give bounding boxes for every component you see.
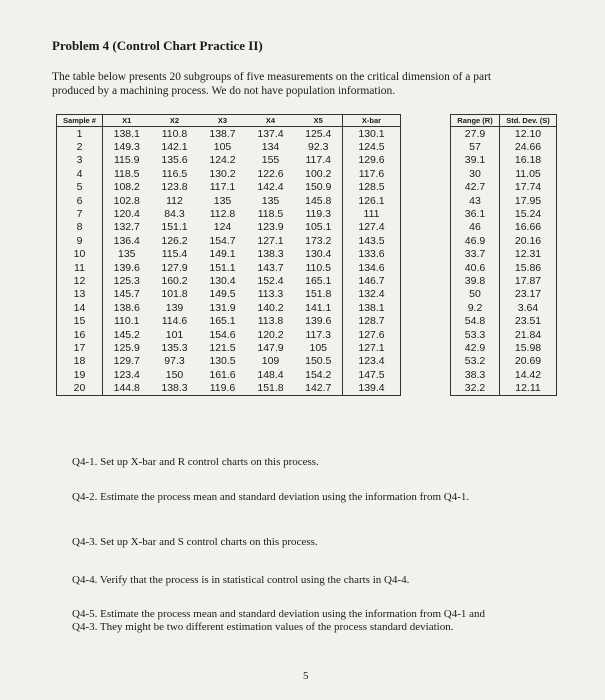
stats-cell: 46.9 [451, 234, 500, 247]
stats-row [451, 140, 557, 153]
question-item [72, 491, 469, 504]
question-line: Q4-3. Set up X-bar and S control charts on this process. [72, 536, 318, 548]
table-cell: 7 [57, 207, 103, 220]
table-cell: 138.6 [113, 301, 140, 314]
table-cell: 108.2 [113, 181, 140, 194]
intro-paragraph [52, 70, 552, 98]
intro-line: The table below presents 20 subgroups of five measurements on the critical dimension of a part [52, 71, 492, 83]
stats-column-header: Range (R) [451, 115, 500, 127]
table-cell: 149.3 [113, 141, 140, 154]
stats-cell: 43 [451, 194, 500, 207]
question-item [72, 456, 319, 469]
table-cell: 133.6 [343, 248, 401, 261]
stats-cell: 20.16 [514, 234, 542, 247]
stats-cell: 24.66 [514, 141, 542, 154]
stats-row [451, 261, 557, 274]
table-cell: 125.3 [113, 274, 140, 287]
table-cell: 150.5 [305, 355, 332, 368]
table-cell: 20 [57, 381, 103, 395]
stats-row [451, 167, 557, 180]
stats-cell: 36.1 [451, 207, 500, 220]
table-cell: 113.8 [257, 315, 284, 328]
stats-row [451, 194, 557, 207]
table-cell: 155 [261, 154, 280, 167]
table-row [57, 154, 401, 167]
column-header: X2 [151, 115, 199, 127]
table-cell: 3 [57, 154, 103, 167]
column-header: Sample # [57, 115, 103, 127]
column-header: X5 [295, 115, 343, 127]
stats-cell: 46 [451, 221, 500, 234]
table-row [57, 261, 401, 274]
table-cell: 134.6 [343, 261, 401, 274]
table-cell: 131.9 [209, 301, 236, 314]
table-row [57, 355, 401, 368]
stats-cell: 14.42 [514, 368, 542, 381]
table-cell: 138.7 [209, 127, 236, 140]
table-cell: 109 [261, 355, 280, 368]
stats-cell: 54.8 [451, 314, 500, 327]
table-cell: 129.6 [343, 154, 401, 167]
table-cell: 110.5 [305, 261, 331, 274]
table-cell: 123.9 [257, 221, 284, 234]
table-cell: 5 [57, 181, 103, 194]
table-cell: 10 [57, 248, 103, 261]
question-line: Q4-2. Estimate the process mean and standard deviation using the information from Q4-1. [72, 491, 470, 503]
table-cell: 122.6 [257, 167, 284, 180]
table-cell: 135 [213, 194, 232, 207]
stats-row [451, 301, 557, 314]
table-cell: 165.1 [209, 315, 236, 328]
question-line: Q4-4. Verify that the process is in statistical control using the charts in Q4-4. [72, 574, 410, 586]
stats-cell: 39.1 [451, 154, 500, 167]
table-cell: 13 [57, 288, 103, 301]
stats-header-row [451, 115, 557, 127]
table-cell: 130.4 [305, 248, 332, 261]
table-row [57, 368, 401, 381]
table-cell: 135 [117, 248, 136, 261]
table-row [57, 167, 401, 180]
stats-row [451, 288, 557, 301]
table-cell: 145.7 [113, 288, 140, 301]
stats-cell: 12.11 [515, 382, 541, 395]
question-item [72, 608, 485, 634]
stats-cell: 42.7 [451, 181, 500, 194]
table-cell: 150.9 [305, 181, 332, 194]
table-cell: 141.1 [305, 301, 332, 314]
stats-cell: 17.74 [514, 181, 542, 194]
table-cell: 149.1 [209, 248, 236, 261]
table-cell: 112 [166, 194, 183, 207]
table-cell: 128.5 [343, 181, 401, 194]
table-cell: 113.3 [257, 288, 284, 301]
question-item [72, 574, 409, 587]
table-cell: 12 [57, 274, 103, 287]
table-row [57, 301, 401, 314]
table-cell: 154.7 [209, 234, 236, 247]
table-row [57, 288, 401, 301]
table-cell: 138.3 [161, 382, 188, 395]
table-cell: 139.4 [343, 381, 401, 395]
table-cell: 123.4 [113, 368, 140, 381]
table-cell: 127.4 [343, 221, 401, 234]
column-header: X3 [199, 115, 247, 127]
table-cell: 92.3 [308, 141, 329, 154]
question-line: Q4-5. Estimate the process mean and standard deviation using the information from Q4-1 and [72, 608, 486, 620]
stats-cell: 30 [451, 167, 500, 180]
table-header-row [57, 115, 401, 127]
table-cell: 17 [57, 341, 103, 354]
table-row [57, 140, 401, 153]
table-cell: 101 [165, 328, 184, 341]
table-cell: 4 [57, 167, 103, 180]
table-cell: 8 [57, 221, 103, 234]
stats-cell: 21.84 [514, 328, 542, 341]
table-cell: 151.8 [305, 288, 332, 301]
stats-row [451, 234, 557, 247]
table-cell: 127.9 [161, 261, 188, 274]
table-row [57, 274, 401, 287]
table-cell: 135 [261, 194, 280, 207]
table-cell: 138.1 [113, 127, 140, 140]
stats-row [451, 248, 557, 261]
table-cell: 1 [57, 127, 103, 141]
stats-row [451, 381, 557, 395]
stats-row [451, 207, 557, 220]
stats-cell: 15.86 [514, 261, 542, 274]
table-cell: 100.2 [305, 167, 332, 180]
table-cell: 132.7 [113, 221, 140, 234]
table-row [57, 341, 401, 354]
stats-cell: 33.7 [451, 248, 500, 261]
question-item [72, 536, 318, 549]
table-cell: 112.8 [209, 208, 236, 221]
table-cell: 118.5 [114, 167, 140, 180]
table-cell: 125.9 [113, 341, 140, 354]
table-cell: 161.6 [209, 368, 236, 381]
stats-cell: 32.2 [451, 381, 500, 395]
stats-cell: 16.18 [514, 154, 542, 167]
table-cell: 110.1 [114, 315, 140, 328]
table-cell: 119.6 [209, 382, 236, 395]
table-cell: 149.5 [209, 288, 236, 301]
table-cell: 165.1 [305, 274, 332, 287]
stats-cell: 20.69 [514, 355, 542, 368]
stats-cell: 23.51 [514, 315, 542, 328]
measurement-table [56, 114, 401, 396]
table-row [57, 221, 401, 234]
table-cell: 117.4 [305, 154, 331, 167]
table-cell: 148.4 [257, 368, 284, 381]
table-cell: 130.1 [343, 127, 401, 141]
table-cell: 142.7 [305, 382, 332, 395]
table-cell: 127.1 [343, 341, 401, 354]
table-row [57, 328, 401, 341]
table-cell: 147.5 [343, 368, 401, 381]
table-cell: 14 [57, 301, 103, 314]
table-cell: 105 [213, 141, 232, 154]
table-cell: 151.8 [257, 382, 284, 395]
stats-cell: 57 [451, 140, 500, 153]
table-cell: 140.2 [257, 301, 284, 314]
table-cell: 123.8 [161, 181, 188, 194]
table-cell: 128.7 [343, 314, 401, 327]
table-cell: 9 [57, 234, 103, 247]
table-row [57, 381, 401, 395]
stats-row [451, 355, 557, 368]
table-cell: 150 [165, 368, 184, 381]
table-cell: 19 [57, 368, 103, 381]
table-cell: 126.2 [161, 234, 188, 247]
stats-cell: 40.6 [451, 261, 500, 274]
table-cell: 16 [57, 328, 103, 341]
problem-title: Problem 4 (Control Chart Practice II) [52, 38, 263, 53]
stats-cell: 11.05 [515, 167, 541, 180]
column-header: X1 [103, 115, 151, 127]
table-cell: 152.4 [257, 274, 284, 287]
stats-column-header: Std. Dev. (S) [500, 115, 557, 127]
stats-cell: 12.10 [514, 127, 542, 140]
table-cell: 121.5 [209, 341, 236, 354]
table-cell: 132.4 [343, 288, 401, 301]
table-row [57, 194, 401, 207]
stats-cell: 53.3 [451, 328, 500, 341]
table-cell: 147.9 [257, 341, 284, 354]
table-cell: 117.1 [209, 181, 236, 194]
table-row [57, 248, 401, 261]
question-line: Q4-1. Set up X-bar and R control charts on this process. [72, 456, 319, 468]
intro-line: produced by a machining process. We do not have population information. [52, 85, 396, 97]
stats-row [451, 274, 557, 287]
table-cell: 173.2 [305, 234, 332, 247]
table-cell: 142.4 [257, 181, 284, 194]
stats-cell: 38.3 [451, 368, 500, 381]
stats-cell: 50 [451, 288, 500, 301]
table-cell: 151.1 [209, 261, 236, 274]
table-cell: 18 [57, 355, 103, 368]
column-header: X4 [247, 115, 295, 127]
table-cell: 139.6 [305, 315, 332, 328]
table-cell: 145.8 [305, 194, 332, 207]
stats-row [451, 221, 557, 234]
table-cell: 11 [57, 261, 103, 274]
table-cell: 135.3 [161, 341, 188, 354]
table-row [57, 127, 401, 141]
table-cell: 146.7 [343, 274, 401, 287]
stats-row [451, 154, 557, 167]
stats-cell: 16.66 [514, 221, 542, 234]
table-cell: 135.6 [161, 154, 188, 167]
stats-cell: 23.17 [514, 288, 542, 301]
stats-cell: 17.95 [514, 194, 542, 207]
table-cell: 84.3 [164, 208, 185, 221]
stats-cell: 17.87 [514, 274, 542, 287]
table-cell: 97.3 [164, 355, 185, 368]
table-row [57, 314, 401, 327]
table-row [57, 234, 401, 247]
question-line: Q4-3. They might be two different estimation values of the process standard deviation. [72, 621, 454, 633]
table-cell: 120.2 [257, 328, 284, 341]
table-cell: 154.2 [305, 368, 332, 381]
stats-cell: 15.98 [514, 341, 542, 354]
table-row [57, 207, 401, 220]
stats-cell: 27.9 [451, 127, 500, 141]
stats-row [451, 341, 557, 354]
table-cell: 130.4 [209, 274, 236, 287]
table-cell: 127.6 [343, 328, 401, 341]
table-cell: 125.4 [305, 127, 332, 140]
stats-cell: 42.9 [451, 341, 500, 354]
page-number: 5 [303, 670, 309, 682]
table-cell: 126.1 [343, 194, 401, 207]
table-cell: 105.1 [305, 221, 332, 234]
table-cell: 130.5 [209, 355, 236, 368]
stats-cell: 53.2 [451, 355, 500, 368]
table-cell: 138.3 [257, 248, 284, 261]
stats-cell: 15.24 [514, 208, 542, 221]
table-cell: 139 [165, 301, 184, 314]
stats-cell: 12.31 [514, 248, 542, 261]
table-cell: 124 [213, 221, 232, 234]
table-cell: 139.6 [113, 261, 140, 274]
stats-row [451, 314, 557, 327]
table-cell: 154.6 [209, 328, 236, 341]
table-cell: 130.2 [209, 167, 236, 180]
table-cell: 160.2 [161, 274, 188, 287]
table-cell: 2 [57, 140, 103, 153]
table-cell: 145.2 [113, 328, 140, 341]
stats-cell: 3.64 [517, 301, 539, 314]
table-cell: 102.8 [113, 194, 140, 207]
table-cell: 101.8 [161, 288, 188, 301]
range-stddev-table [450, 114, 557, 396]
table-cell: 138.1 [343, 301, 401, 314]
table-cell: 124.2 [209, 154, 236, 167]
table-cell: 111 [343, 207, 401, 220]
table-cell: 137.4 [257, 127, 284, 140]
table-cell: 115.4 [161, 248, 188, 261]
table-cell: 144.8 [113, 382, 140, 395]
table-cell: 117.3 [305, 328, 331, 341]
table-cell: 120.4 [113, 208, 140, 221]
table-cell: 136.4 [113, 234, 140, 247]
table-cell: 15 [57, 314, 103, 327]
stats-row [451, 181, 557, 194]
stats-row [451, 328, 557, 341]
table-cell: 129.7 [113, 355, 140, 368]
table-cell: 114.6 [161, 315, 188, 328]
column-header: X-bar [343, 115, 401, 127]
table-cell: 6 [57, 194, 103, 207]
table-cell: 105 [309, 341, 328, 354]
table-cell: 116.5 [161, 167, 188, 180]
table-cell: 117.6 [343, 167, 401, 180]
table-cell: 118.5 [257, 208, 284, 221]
stats-cell: 9.2 [451, 301, 500, 314]
stats-row [451, 127, 557, 141]
table-cell: 142.1 [161, 141, 188, 154]
table-cell: 143.5 [343, 234, 401, 247]
table-cell: 124.5 [343, 140, 401, 153]
table-cell: 119.3 [305, 208, 331, 221]
table-cell: 143.7 [257, 261, 284, 274]
table-cell: 115.9 [114, 154, 140, 167]
table-cell: 123.4 [343, 355, 401, 368]
table-cell: 134 [261, 141, 280, 154]
stats-row [451, 368, 557, 381]
table-row [57, 181, 401, 194]
table-cell: 127.1 [257, 234, 284, 247]
table-cell: 151.1 [161, 221, 188, 234]
stats-cell: 39.8 [451, 274, 500, 287]
table-cell: 110.8 [161, 127, 188, 140]
